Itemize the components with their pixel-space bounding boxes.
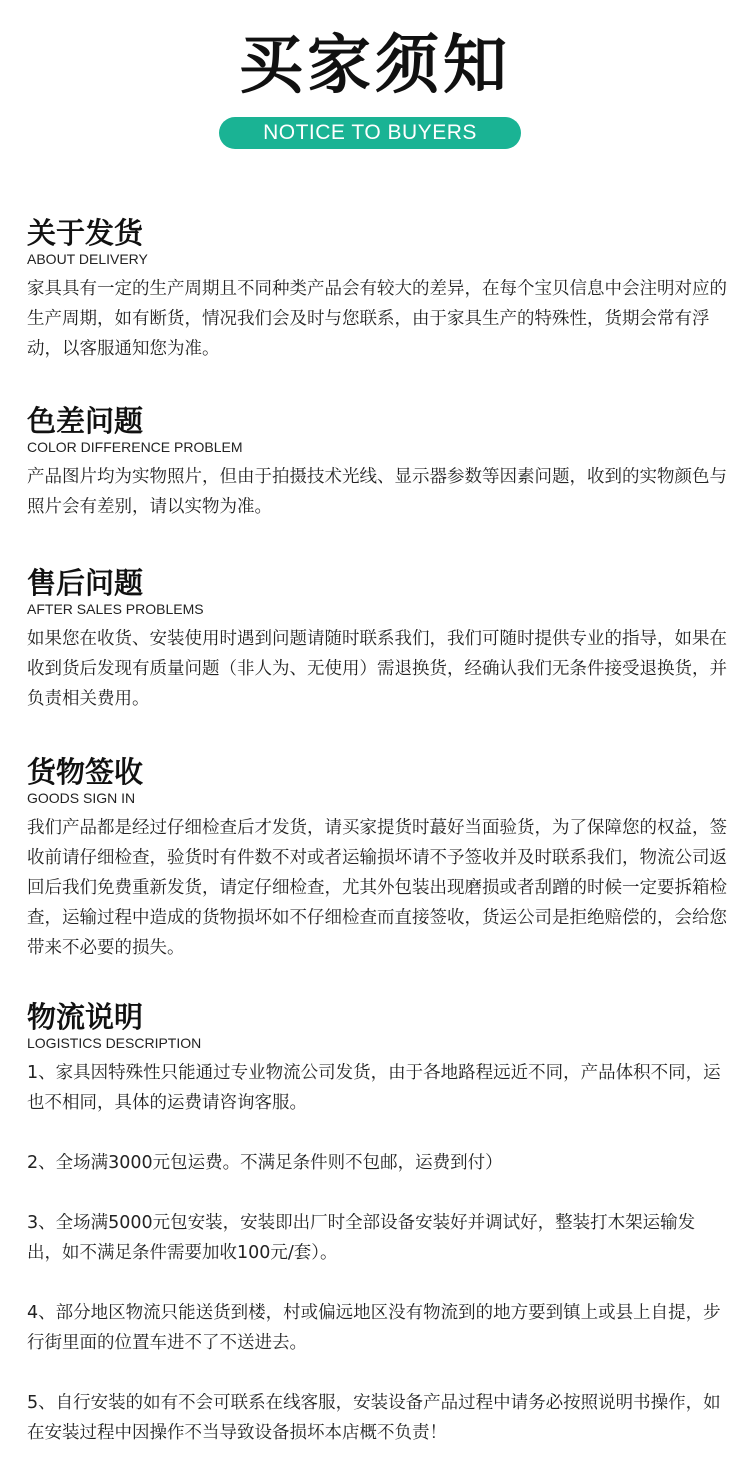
logistics-item-5: 5、自行安装的如有不会可联系在线客服，安装设备产品过程中请务必按照说明书操作，如在安装过程中因操作不当导致设备损坏本店概不负责！ (27, 1393, 721, 1443)
section-goods-sign-in (27, 755, 727, 963)
notice-badge: NOTICE TO BUYERS (219, 117, 521, 149)
section-subtitle: LOGISTICS DESCRIPTION (27, 1035, 202, 1051)
section-delivery (27, 216, 727, 364)
section-after-sales (27, 566, 727, 714)
section-subtitle: ABOUT DELIVERY (27, 251, 148, 267)
section-subtitle: COLOR DIFFERENCE PROBLEM (27, 439, 243, 455)
logistics-item-4: 4、部分地区物流只能送货到楼，村或偏远地区没有物流到的地方要到镇上或县上自提，步行街里面的位置车进不了不送进去。 (27, 1303, 721, 1353)
section-subtitle: AFTER SALES PROBLEMS (27, 601, 204, 617)
section-title: 关于发货 (27, 216, 144, 250)
section-title: 色差问题 (27, 404, 144, 438)
section-logistics (27, 1000, 727, 1448)
section-color-difference (27, 404, 727, 522)
logistics-item-1: 1、家具因特殊性只能通过专业物流公司发货，由于各地路程远近不同，产品体积不同，运也不相同，具体的运费请咨询客服。 (27, 1063, 721, 1113)
page-title: 买家须知 (239, 29, 511, 103)
section-title: 物流说明 (27, 1000, 144, 1034)
section-paragraph: 我们产品都是经过仔细检查后才发货，请买家提货时蕞好当面验货，为了保障您的权益，签收前请仔细检查，验货时有件数不对或者运输损坏请不予签收并及时联系我们，物流公司返回后我们免费重新发货，请定仔细检查，尤其外包装出现磨损或者刮蹭的时候一定要拆箱检查，运输过程中造成的货物损坏如不仔细检查而直接签收，货运公司是拒绝赔偿的，会给您带来不必要的损失。 (27, 818, 727, 958)
section-paragraph: 产品图片均为实物照片，但由于拍摄技术光线、显示器参数等因素问题，收到的实物颜色与照片会有差别，请以实物为准。 (27, 467, 727, 517)
section-subtitle: GOODS SIGN IN (27, 790, 136, 806)
section-title: 货物签收 (27, 755, 144, 789)
logistics-item-2: 2、全场满3000元包运费。不满足条件则不包邮，运费到付） (27, 1153, 503, 1173)
section-title: 售后问题 (27, 566, 144, 600)
section-paragraph: 家具具有一定的生产周期且不同种类产品会有较大的差异，在每个宝贝信息中会注明对应的生产周期，如有断货，情况我们会及时与您联系，由于家具生产的特殊性，货期会常有浮动，以客服通知您为准。 (27, 279, 727, 359)
logistics-item-3: 3、全场满5000元包安装，安装即出厂时全部设备安装好并调试好，整装打木架运输发出，如不满足条件需要加收100元/套）。 (27, 1213, 696, 1263)
section-paragraph: 如果您在收货、安装使用时遇到问题请随时联系我们，我们可随时提供专业的指导，如果在收到货后发现有质量问题（非人为、无使用）需退换货，经确认我们无条件接受退换货，并负责相关费用。 (27, 629, 727, 709)
